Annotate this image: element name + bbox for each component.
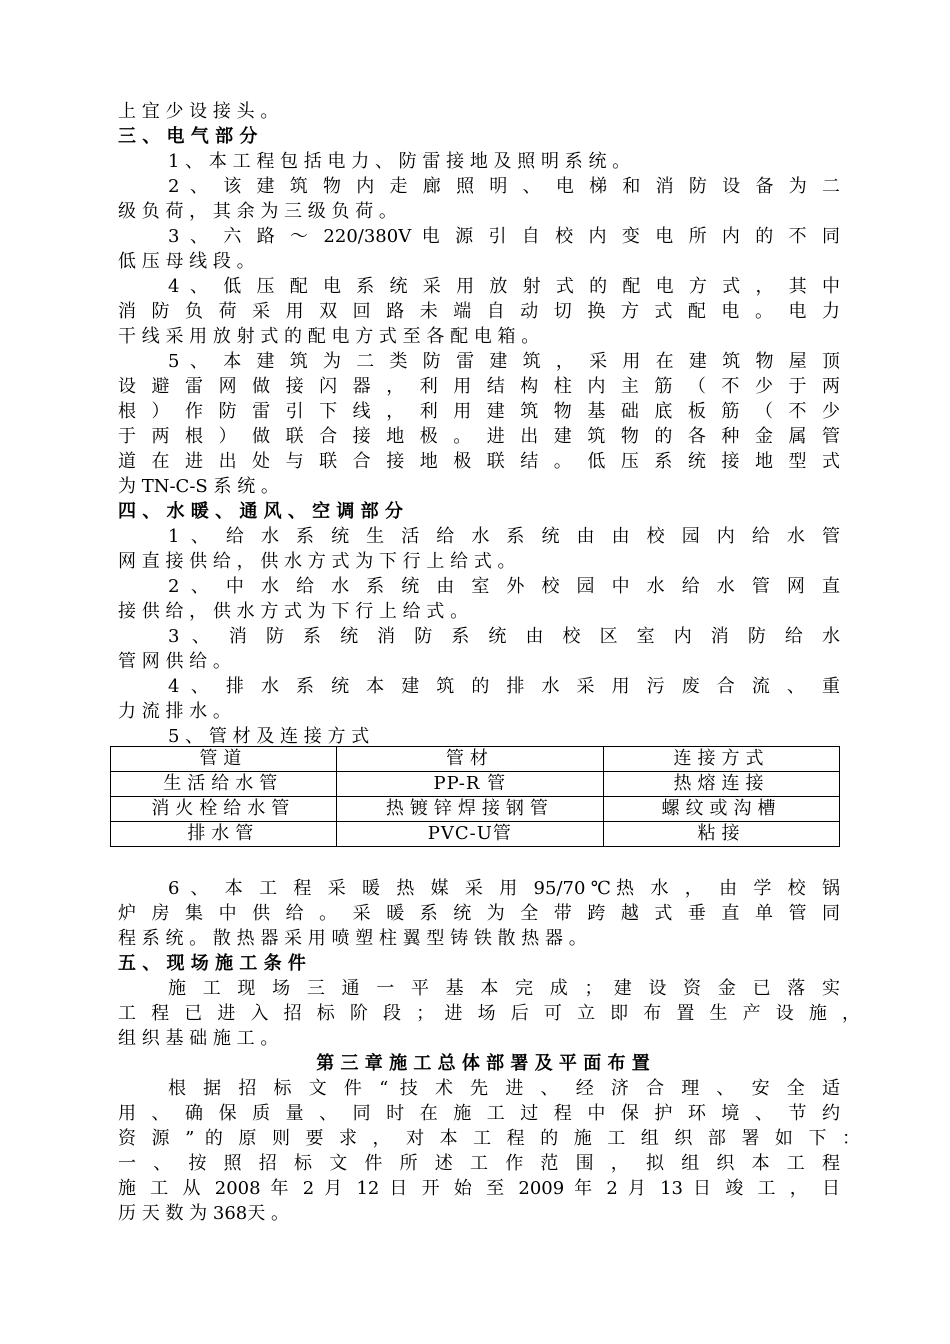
text-line: 2 、 该 建 筑 物 内 走 廊 照 明 、 电 梯 和 消 防 设 备 为 二 xyxy=(168,176,840,197)
text-line: 根 据 招 标 文 件 “ 技 术 先 进 、 经 济 合 理 、 安 全 适 xyxy=(168,1078,840,1099)
table-header-cell: 管材 xyxy=(336,747,603,772)
text-line: 炉 房 集 中 供 给 。 采 暖 系 统 为 全 带 跨 越 式 垂 直 单 管 同 xyxy=(118,903,840,924)
table-cell: 螺纹或沟槽 xyxy=(604,797,840,822)
text-line: 4 、 排 水 系 统 本 建 筑 的 排 水 采 用 污 废 合 流 、 重 xyxy=(168,676,840,697)
table-cell: PVC-U管 xyxy=(336,822,603,847)
text-line: 接 供 给 ， 供 水 方 式 为 下 行 上 给 式 。 xyxy=(118,601,469,622)
text-line: 力 流 排 水 。 xyxy=(118,701,231,722)
text-line: 工 程 已 进 入 招 标 阶 段 ； 进 场 后 可 立 即 布 置 生 产 设 施 ， xyxy=(118,1003,860,1024)
text-line: 6 、 本 工 程 采 暖 热 媒 采 用 95/70℃热 水 ， 由 学 校 锅 xyxy=(168,878,840,899)
section-heading-electrical: 三 、 电 气 部 分 xyxy=(118,126,258,147)
text-line: 程 系 统 。 散 热 器 采 用 喷 塑 柱 翼 型 铸 铁 散 热 器 。 xyxy=(118,928,587,949)
text-line: 上 宜 少 设 接 头 。 xyxy=(118,101,279,122)
text-line: 4 、 低 压 配 电 系 统 采 用 放 射 式 的 配 电 方 式 ， 其 中 xyxy=(168,276,840,297)
text-line: 1 、 给 水 系 统 生 活 给 水 系 统 由 由 校 园 内 给 水 管 xyxy=(168,526,840,547)
table-cell: 生活给水管 xyxy=(111,772,337,797)
text-line: 一 、 按 照 招 标 文 件 所 述 工 作 范 围 ， 拟 组 织 本 工 程 xyxy=(118,1153,840,1174)
text-line: 施 工 从 2008 年 2 月 12 日 开 始 至 2009 年 2 月 13 日 竣 工 ， 日 xyxy=(118,1178,840,1199)
text-line: 1 、 本 工 程 包 括 电 力 、 防 雷 接 地 及 照 明 系 统 。 xyxy=(168,151,631,172)
table-header-cell: 连接方式 xyxy=(604,747,840,772)
table-cell: 消火栓给水管 xyxy=(111,797,337,822)
text-line: 于 两 根 ） 做 联 合 接 地 极 。 进 出 建 筑 物 的 各 种 金 属 管 xyxy=(118,426,840,447)
text-line: 历 天 数 为 368天 。 xyxy=(118,1203,289,1224)
table-header-cell: 管道 xyxy=(111,747,337,772)
text-line: 根 ） 作 防 雷 引 下 线 ， 利 用 建 筑 物 基 础 底 板 筋 （ 不 少 xyxy=(118,401,840,422)
text-line: 级 负 荷 ， 其 余 为 三 级 负 荷 。 xyxy=(118,201,397,222)
text-line: 5 、 管 材 及 连 接 方 式 xyxy=(168,726,370,747)
chapter-title: 第 三 章 施 工 总 体 部 署 及 平 面 布 置 xyxy=(316,1053,650,1074)
table-row xyxy=(111,822,840,847)
text-line: 网 直 接 供 给 ， 供 水 方 式 为 下 行 上 给 式 。 xyxy=(118,551,516,572)
text-line: 干 线 采 用 放 射 式 的 配 电 方 式 至 各 配 电 箱 。 xyxy=(118,326,540,347)
pipe-material-table xyxy=(110,746,840,847)
section-heading-hvac: 四 、 水 暖 、 通 风 、 空 调 部 分 xyxy=(118,501,403,522)
text-line: 3 、 六 路 ～ 220/380V 电 源 引 自 校 内 变 电 所 内 的 不 同 xyxy=(168,226,840,247)
text-line: 5 、 本 建 筑 为 二 类 防 雷 建 筑 ， 采 用 在 建 筑 物 屋 顶 xyxy=(168,351,840,372)
table-row xyxy=(111,772,840,797)
table-cell: 粘接 xyxy=(604,822,840,847)
table-header-row xyxy=(111,747,840,772)
text-line: 组 织 基 础 施 工 。 xyxy=(118,1028,279,1049)
table-cell: PP-R 管 xyxy=(336,772,603,797)
table-cell: 排水管 xyxy=(111,822,337,847)
table-cell: 热熔连接 xyxy=(604,772,840,797)
text-line: 消 防 负 荷 采 用 双 回 路 未 端 自 动 切 换 方 式 配 电 。 电 力 xyxy=(118,301,840,322)
text-line: 2 、 中 水 给 水 系 统 由 室 外 校 园 中 水 给 水 管 网 直 xyxy=(168,576,840,597)
text-line: 3 、 消 防 系 统 消 防 系 统 由 校 区 室 内 消 防 给 水 xyxy=(168,626,840,647)
table-row xyxy=(111,797,840,822)
text-line: 资 源 ” 的 原 则 要 求 ， 对 本 工 程 的 施 工 组 织 部 署 如 下 ： xyxy=(118,1128,860,1149)
table-cell: 热镀锌焊接钢管 xyxy=(336,797,603,822)
section-heading-site: 五 、 现 场 施 工 条 件 xyxy=(118,953,306,974)
text-line: 道 在 进 出 处 与 联 合 接 地 极 联 结 。 低 压 系 统 接 地 型 式 xyxy=(118,451,840,472)
text-line: 用 、 确 保 质 量 、 同 时 在 施 工 过 程 中 保 护 环 境 、 节 约 xyxy=(118,1103,840,1124)
text-line: 施 工 现 场 三 通 一 平 基 本 完 成 ； 建 设 资 金 已 落 实 xyxy=(168,978,840,999)
text-line: 低 压 母 线 段 。 xyxy=(118,251,255,272)
text-line: 为 TN-C-S 系 统 。 xyxy=(118,476,279,497)
text-line: 设 避 雷 网 做 接 闪 器 ， 利 用 结 构 柱 内 主 筋 （ 不 少 于 两 xyxy=(118,376,840,397)
text-line: 管 网 供 给 。 xyxy=(118,651,231,672)
